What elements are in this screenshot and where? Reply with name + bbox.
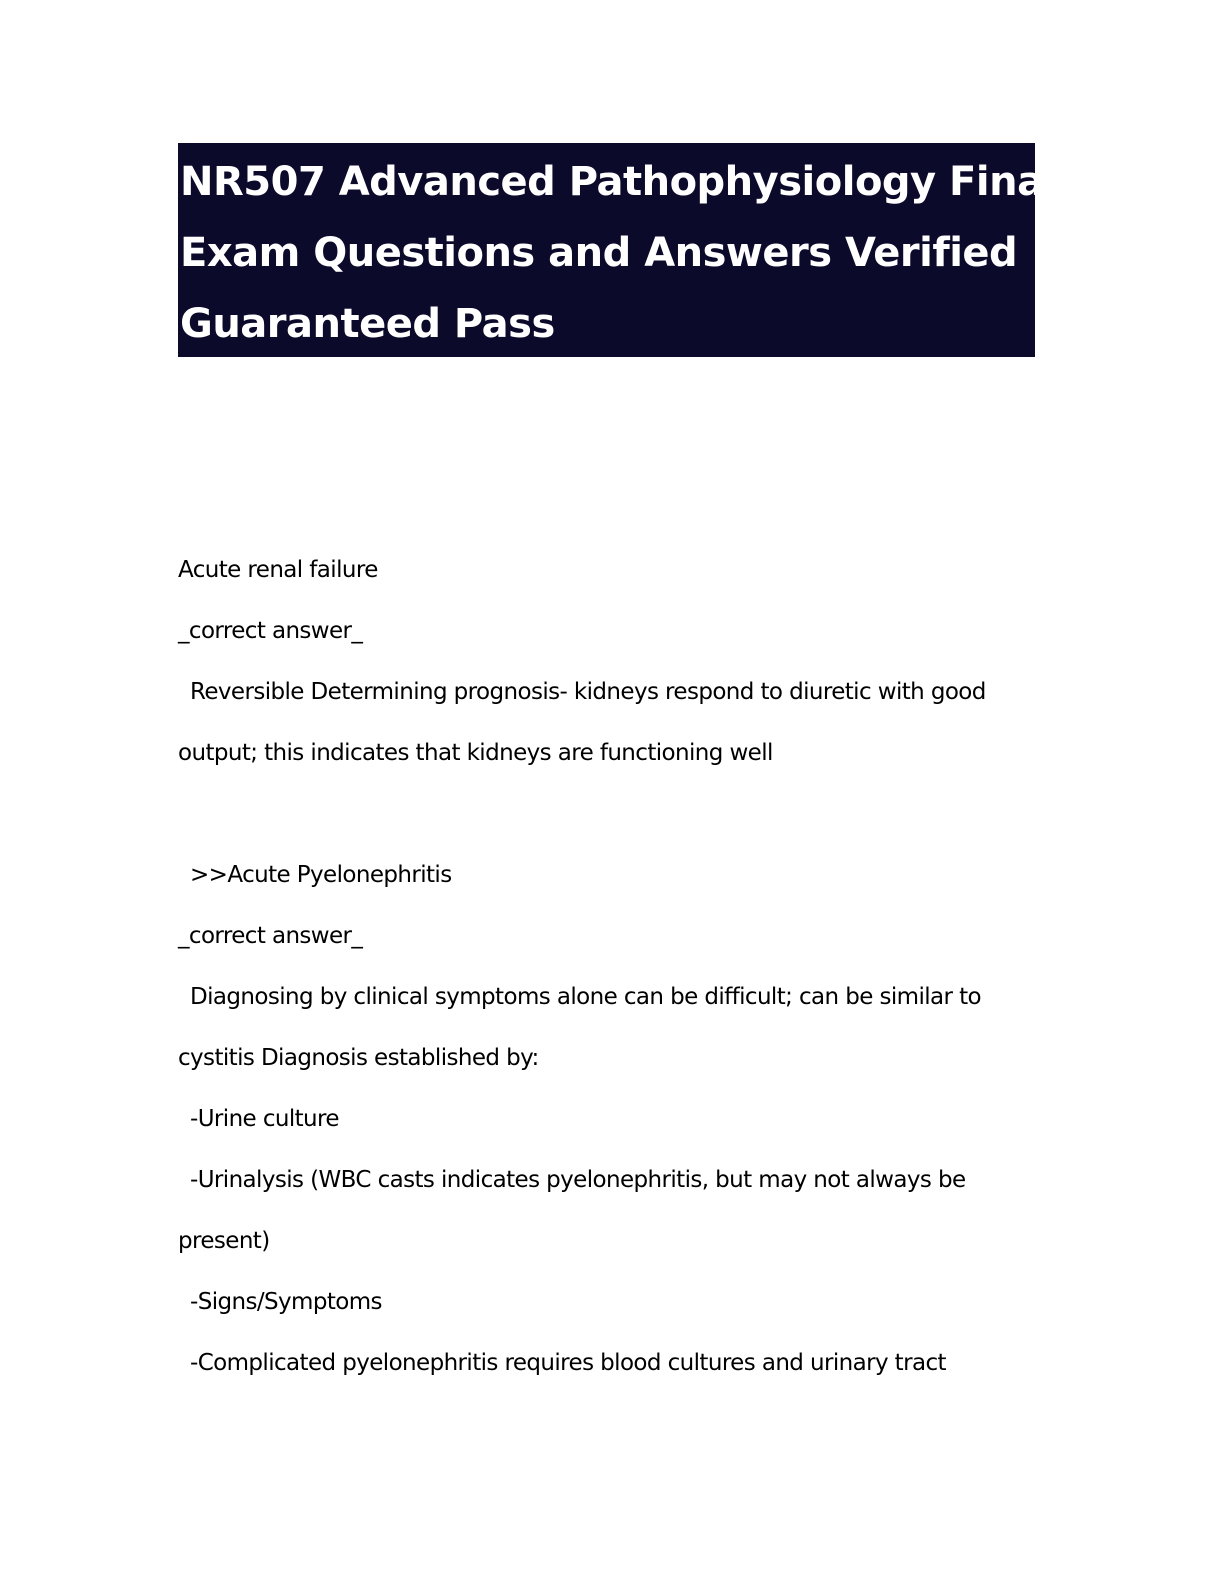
- answer-line: present): [178, 1228, 270, 1254]
- entry-spacer: [178, 784, 1048, 845]
- correct-answer-marker: _correct answer_: [178, 618, 363, 644]
- title-line-3: Guaranteed Pass: [180, 301, 555, 347]
- answer-line: -Urinalysis (WBC casts indicates pyelonephritis, but may not always be: [190, 1167, 966, 1193]
- answer-line: output; this indicates that kidneys are functioning well: [178, 740, 773, 766]
- answer-line: -Urine culture: [190, 1106, 339, 1132]
- document-title-block: [178, 143, 1057, 357]
- question-acute-renal-failure: Acute renal failure: [178, 557, 378, 583]
- answer-line: -Complicated pyelonephritis requires blood cultures and urinary tract: [190, 1350, 946, 1376]
- answer-line: -Signs/Symptoms: [190, 1289, 382, 1315]
- question-acute-pyelonephritis: >>Acute Pyelonephritis: [190, 862, 452, 888]
- title-line-2: Exam Questions and Answers Verified: [180, 230, 1018, 276]
- document-body: [178, 540, 1048, 1394]
- answer-line: cystitis Diagnosis established by:: [178, 1045, 539, 1071]
- title-line-1: NR507 Advanced Pathophysiology Final: [180, 159, 1057, 205]
- answer-line: Diagnosing by clinical symptoms alone can be difficult; can be similar to: [190, 984, 981, 1010]
- answer-line: Reversible Determining prognosis- kidneys respond to diuretic with good: [190, 679, 986, 705]
- correct-answer-marker: _correct answer_: [178, 923, 363, 949]
